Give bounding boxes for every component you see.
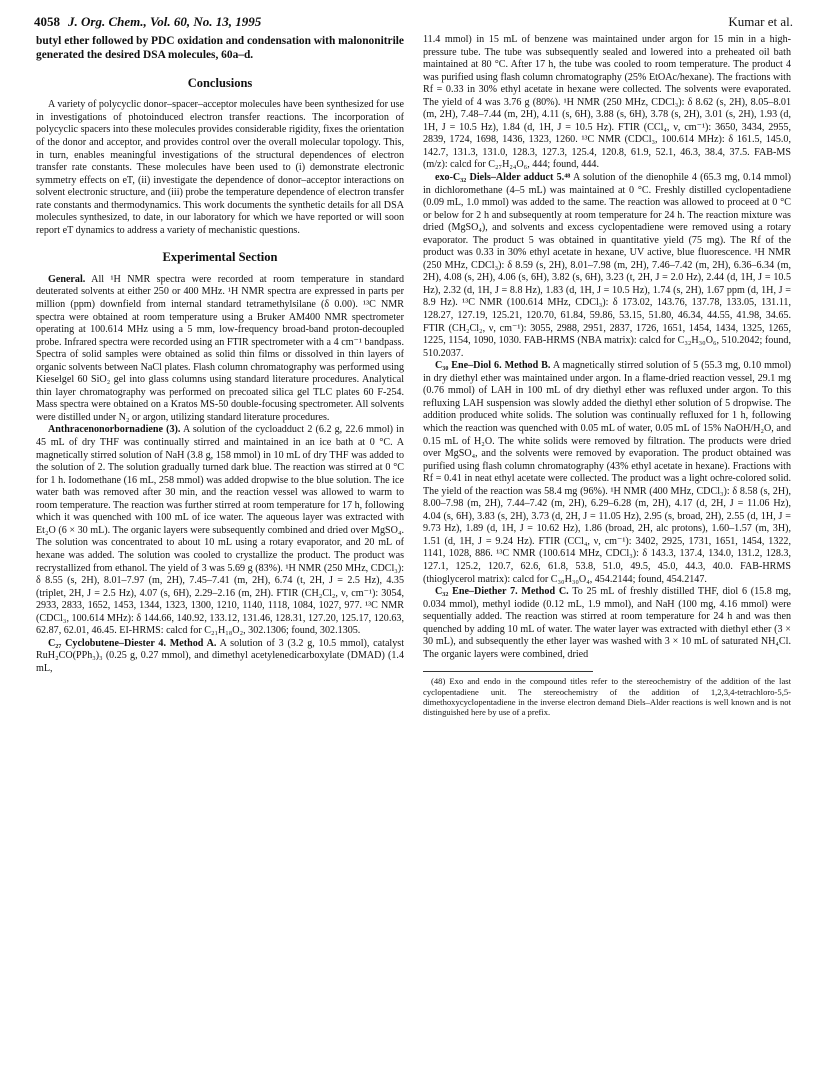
general-paragraph bbox=[36, 274, 404, 425]
cyclo-title: C₂₇ Cyclobutene–Diester 4. Method A. bbox=[48, 637, 217, 649]
general-title: General. bbox=[48, 273, 86, 285]
footnote-48: (48) Exo and endo in the compound titles refer to the stereochemistry of the addition of the last cyclopentadiene unit. The stereochemistry of the addition of 1,2,3,4-tetrachloro-5,5-dimethoxycyclopentadiene in the inverse electron demand Diels–Alder reactions is well known and is not distinguished here by use of a prefix. bbox=[423, 676, 791, 717]
cyclo-text: A solution of 3 (3.2 g, 10.5 mmol), catalyst RuH₂CO(PPh₃)₃ (0.25 g, 0.27 mmol), and dimethyl acetylenedicarboxylate (DMAD) (1.4 mL, bbox=[36, 637, 405, 674]
authors-running-head: Kumar et al. bbox=[728, 14, 793, 29]
ene-diol-title: C₃₀ Ene–Diol 6. Method B. bbox=[435, 360, 551, 372]
exo-title: exo-C₃₂ Diels–Alder adduct 5.⁴⁸ bbox=[435, 172, 571, 184]
diether-paragraph bbox=[423, 586, 791, 661]
cyclo-continued: 11.4 mmol) in 15 mL of benzene was maintained under argon for 15 min in a high-pressure tube. The tube was subsequently sealed and lowered into a preheated oil bath maintained at 80 °C. After 17 h, the tube was cooled to room temperature. The product 4 was purified using flash column chromatography (25% EtOAc/hexane). The fractions with Rf = 0.33 in 30% ethyl acetate in hexane were collected. The solvents were evaporated. The yield of 4 was 3.76 g (80%). ¹H NMR (250 MHz, CDCl₃): δ 8.62 (s, 2H), 8.05–8.01 (m, 2H), 7.48–7.44 (m, 2H), 4.11 (s, 6H), 3.88 (s, 6H), 3.78 (s, 2H), 3.01 (s, 2H), 1.93 (d, 1H, J = 10.5 Hz), 1.84 (d, 1H, J = 10.5 Hz). FTIR (CCl₄, ν, cm⁻¹): 3650, 3434, 2955, 2839, 1724, 1698, 1436, 1323, 1260. ¹³C NMR (CDCl₃, 100.614 MHz): δ 161.5, 145.0, 142.7, 131.3, 131.0, 128.3, 127.3, 125.4, 120.8, 61.9, 52.1, 46.3, 38.4, 37.5. FAB-MS (m/z): calcd for C₂₇H₂₄O₆, 444; found, 444. bbox=[423, 34, 791, 171]
journal-citation: J. Org. Chem., Vol. 60, No. 13, 1995 bbox=[68, 14, 262, 29]
conclusions-heading: Conclusions bbox=[187, 75, 253, 90]
right-column bbox=[423, 34, 791, 717]
intro-paragraph: butyl ether followed by PDC oxidation and condensation with malononitrile generated the desired DSA molecules, 60a–d. bbox=[36, 35, 404, 62]
cyclo-paragraph bbox=[36, 638, 404, 676]
ene-diol-paragraph bbox=[423, 360, 791, 586]
running-head-left bbox=[34, 14, 261, 30]
diether-title: C₃₂ Ene–Diether 7. Method C. bbox=[435, 586, 569, 598]
general-text: All ¹H NMR spectra were recorded at room temperature in standard deuterated solvents at either 250 or 400 MHz. ¹H NMR spectra are expressed in parts per million (ppm) downfield from internal standard tetramethylsilane (δ 0.00). ¹³C NMR spectra were obtained at room temperature using a Bruker AM400 NMR spectrometer operating at 100.614 MHz using a 5 mm, low-frequency broad-band proton-decoupled probe. Infrared spectra were recorded using an FTIR spectrometer with a 4 cm⁻¹ bandpass. Spectra of solid samples were obtained as solid thin films or dissolved in thin layers of organic solvents between NaCl plates. Flash column chromatography was performed using Kieselgel 60 SiO₂ gel into glass columns using standard literature procedures. Analytical thin layer chromatography was performed on precoated silica gel TLC plates 60 F-254. Mass spectra were obtained on a Kratos MS-50 double-focusing spectrometer. All solvents were distilled under N₂ or argon, utilizing standard literature procedures. bbox=[36, 273, 404, 423]
page-header bbox=[34, 14, 793, 32]
ene-diol-text: A magnetically stirred solution of 5 (55.3 mg, 0.10 mmol) in dry diethyl ether was maintained under argon. In a flame-dried reaction vessel, 29.1 mg (0.76 mmol) of LAH in 100 mL of dry diethyl ether was refluxed under argon. To this refluxing LAH suspension was slowly added the diethyl ether solution of 5 dropwise. The addition produced white solids. The solution was continually refluxed for 1 h, following which the reaction was quenched with 0.05 mL of water, 0.05 mL of 15% NaOH/H₂O, and 0.15 mL of H₂O. The white solids were removed by filtration. The products were dried over MgSO₄, and the solvents were removed by evaporation. The product obtained was purified using flash column chromatography (43% ethyl acetate in hexane). Fractions with Rf = 0.41 in neat ethyl acetate were collected. The product was a light ochre-colored solid. The yield of the reaction was 58.4 mg (96%). ¹H NMR (400 MHz, CDCl₃): δ 8.58 (s, 2H), 8.00–7.98 (m, 2H), 7.44–7.42 (m, 2H), 6.29–6.28 (m, 2H), 4.17 (d, 2H, J = 11.06 Hz), 4.04 (s, 6H), 3.83 (s, 2H), 3.73 (d, 2H, J = 11.05 Hz), 2.95 (s, broad, 2H), 2.55 (d, 1H, J = 9.73 Hz), 1.89 (d, 1H, J = 10.62 Hz), 1.86 (broad, 2H, alc protons), 1.60–1.57 (m, 3H), 1.51 (d, 1H, J = 9.24 Hz). FTIR (CCl₄, ν, cm⁻¹): 3402, 2925, 1731, 1651, 1454, 1322, 1141, 1028, 886. ¹³C NMR (100.614 MHz, CDCl₃): δ 143.3, 137.4, 134.0, 131.2, 128.3, 127.1, 125.2, 120.7, 62.6, 61.8, 53.8, 51.0, 49.5, 45.0, 44.3, 40.0. FAB-HRMS (thioglycerol matrix): calcd for C₃₀H₃₀O₄, 454.2144; found, 454.2147. bbox=[423, 360, 791, 585]
left-column bbox=[36, 34, 404, 675]
footnote-rule bbox=[423, 671, 593, 672]
exo-paragraph bbox=[423, 172, 791, 360]
experimental-heading: Experimental Section bbox=[162, 250, 278, 265]
diether-text: To 25 mL of freshly distilled THF, diol 6 (15.8 mg, 0.034 mmol), methyl iodide (0.12 mL, 1.9 mmol), and NaH (100 mg, 4.16 mmol) were sequentially added. The reaction was stirred at room temperature for 24 h and was then quenched by adding 10 mL of water. The water layer was extracted with diethyl ether (3 × 30 mL), and subsequently the ether layer was washed with 3 × 10 mL of saturated NH₄Cl. The organic layers were combined, dried bbox=[423, 586, 791, 660]
anthra-title: Anthracenonorbornadiene (3). bbox=[48, 424, 181, 436]
exo-text: A solution of the dienophile 4 (65.3 mg, 0.14 mmol) in dichloromethane (4–5 mL) was maintained at 0 °C. Freshly distilled cyclopentadiene (0.09 mL, 1.0 mmol) was added to the same. The reaction was allowed to proceed at 0 °C or below for 2 h and subsequently at room temperature for 24 h. The reaction mixture was dried (MgSO₄), and solvents and excess cyclopentadiene were removed using a rotary evaporator. The product 5 was obtained in quantitative yield (75 mg). The Rf of the product was 0.33 in 30% ethyl acetate in hexane, UV active, blue fluorescence. ¹H NMR (250 MHz, CDCl₃): δ 8.59 (s, 2H), 8.01–7.98 (m, 2H), 7.46–7.42 (m, 2H), 6.36–6.34 (m, 2H), 4.08 (s, 2H), 4.06 (s, 6H), 3.82 (s, 6H), 3.23 (t, 2H, J = 2.0 Hz), 2.44 (d, 1H, J = 10.5 Hz), 2.32 (d, 1H, J = 8.8 Hz), 1.83 (d, 1H, J = 10.5 Hz), 1.74 (s, 2H), 1.67 ppm (d, 1H, J = 8.9 Hz). ¹³C NMR (100.614 MHz, CDCl₃): δ 173.02, 143.76, 137.78, 133.05, 131.11, 128.27, 127.19, 125.21, 120.70, 61.84, 59.86, 53.15, 51.80, 46.34, 44.55, 41.98, 34.65. FTIR (CH₂Cl₂, ν, cm⁻¹): 3055, 2988, 2951, 2837, 1726, 1651, 1454, 1434, 1325, 1265, 1225, 1154, 1090, 1030. FAB-HRMS (NBA matrix): calcd for C₃₂H₃₀O₆, 510.2042; found, 510.2037. bbox=[423, 172, 791, 359]
page-number: 4058 bbox=[34, 14, 60, 29]
anthra-text: A solution of the cycloadduct 2 (6.2 g, 22.6 mmol) in 45 mL of dry THF was continually stirred and maintained in an ice bath at 0 °C. A magnetically stirred solution of NaH (3.8 g, 158 mmol) in 10 mL of dry THF was added to the solution of 2. The solution gradually turned dark blue. The reaction was stirred at 0 °C for 1 h. Iodomethane (16 mL, 258 mmol) was added dropwise to the blue solution. The ice water bath was removed after 30 min, and the reaction vessel was allowed to warm to room temperature. The reaction was further stirred at room temperature for 17 h, following which it was quenched with 100 mL of ice water. The aqueous layer was extracted with Et₂O (6 × 30 mL). The organic layers were subsequently combined and dried over MgSO₄. The solution was concentrated to about 10 mL using a rotary evaporator, and 20 mL of hexane was added. The solution was cooled to crystallize the product. The product was recrystallized from ethanol. The yield of 3 was 5.69 g (83%). ¹H NMR (250 MHz, CDCl₃): δ 8.55 (s, 2H), 8.01–7.97 (m, 2H), 7.45–7.41 (m, 2H), 6.74 (t, 2H, J = 2.5 Hz), 4.35 (triplet, 2H, J = 2.5 Hz), 4.07 (s, 6H), 2.29–2.16 (m, 2H). FTIR (CH₂Cl₂, ν, cm⁻¹): 3054, 2933, 2833, 1652, 1453, 1344, 1323, 1300, 1210, 1140, 1118, 1084, 1027, 977. ¹³C NMR (CDCl₃, 100.614 MHz): δ 144.66, 140.92, 133.12, 131.46, 128.31, 127.20, 125.17, 120.63, 62.87, 62.01, 46.45. EI-HRMS: calcd for C₂₁H₁₈O₂, 302.1306; found, 302.1305. bbox=[36, 424, 405, 637]
anthra-paragraph bbox=[36, 424, 404, 637]
conclusions-paragraph: A variety of polycyclic donor–spacer–acceptor molecules have been synthesized for use in investigations of photoinduced electron transfer reactions. The incorporation of polycyclic spacers into these molecules provides considerable rigidity, fixes the orientation of the donor and acceptor, and provides control over the overall molecular topology. This, in turn, enables meaningful investigations of the structural dependences of electron transfer rate constants. These molecules have been used to (i) demonstrate electronic symmetry effects on eT, (ii) investigate the dependence of donor–acceptor interactions on solvent electronic structure, and (iii) probe the temperature dependence of electron transfer rate constants and thermodynamics. This work documents the synthetic details for all DSA molecules synthesized, to date, in our laboratory for which we have reported or will soon report eT dynamics to address a variety of mechanistic questions. bbox=[36, 99, 404, 236]
